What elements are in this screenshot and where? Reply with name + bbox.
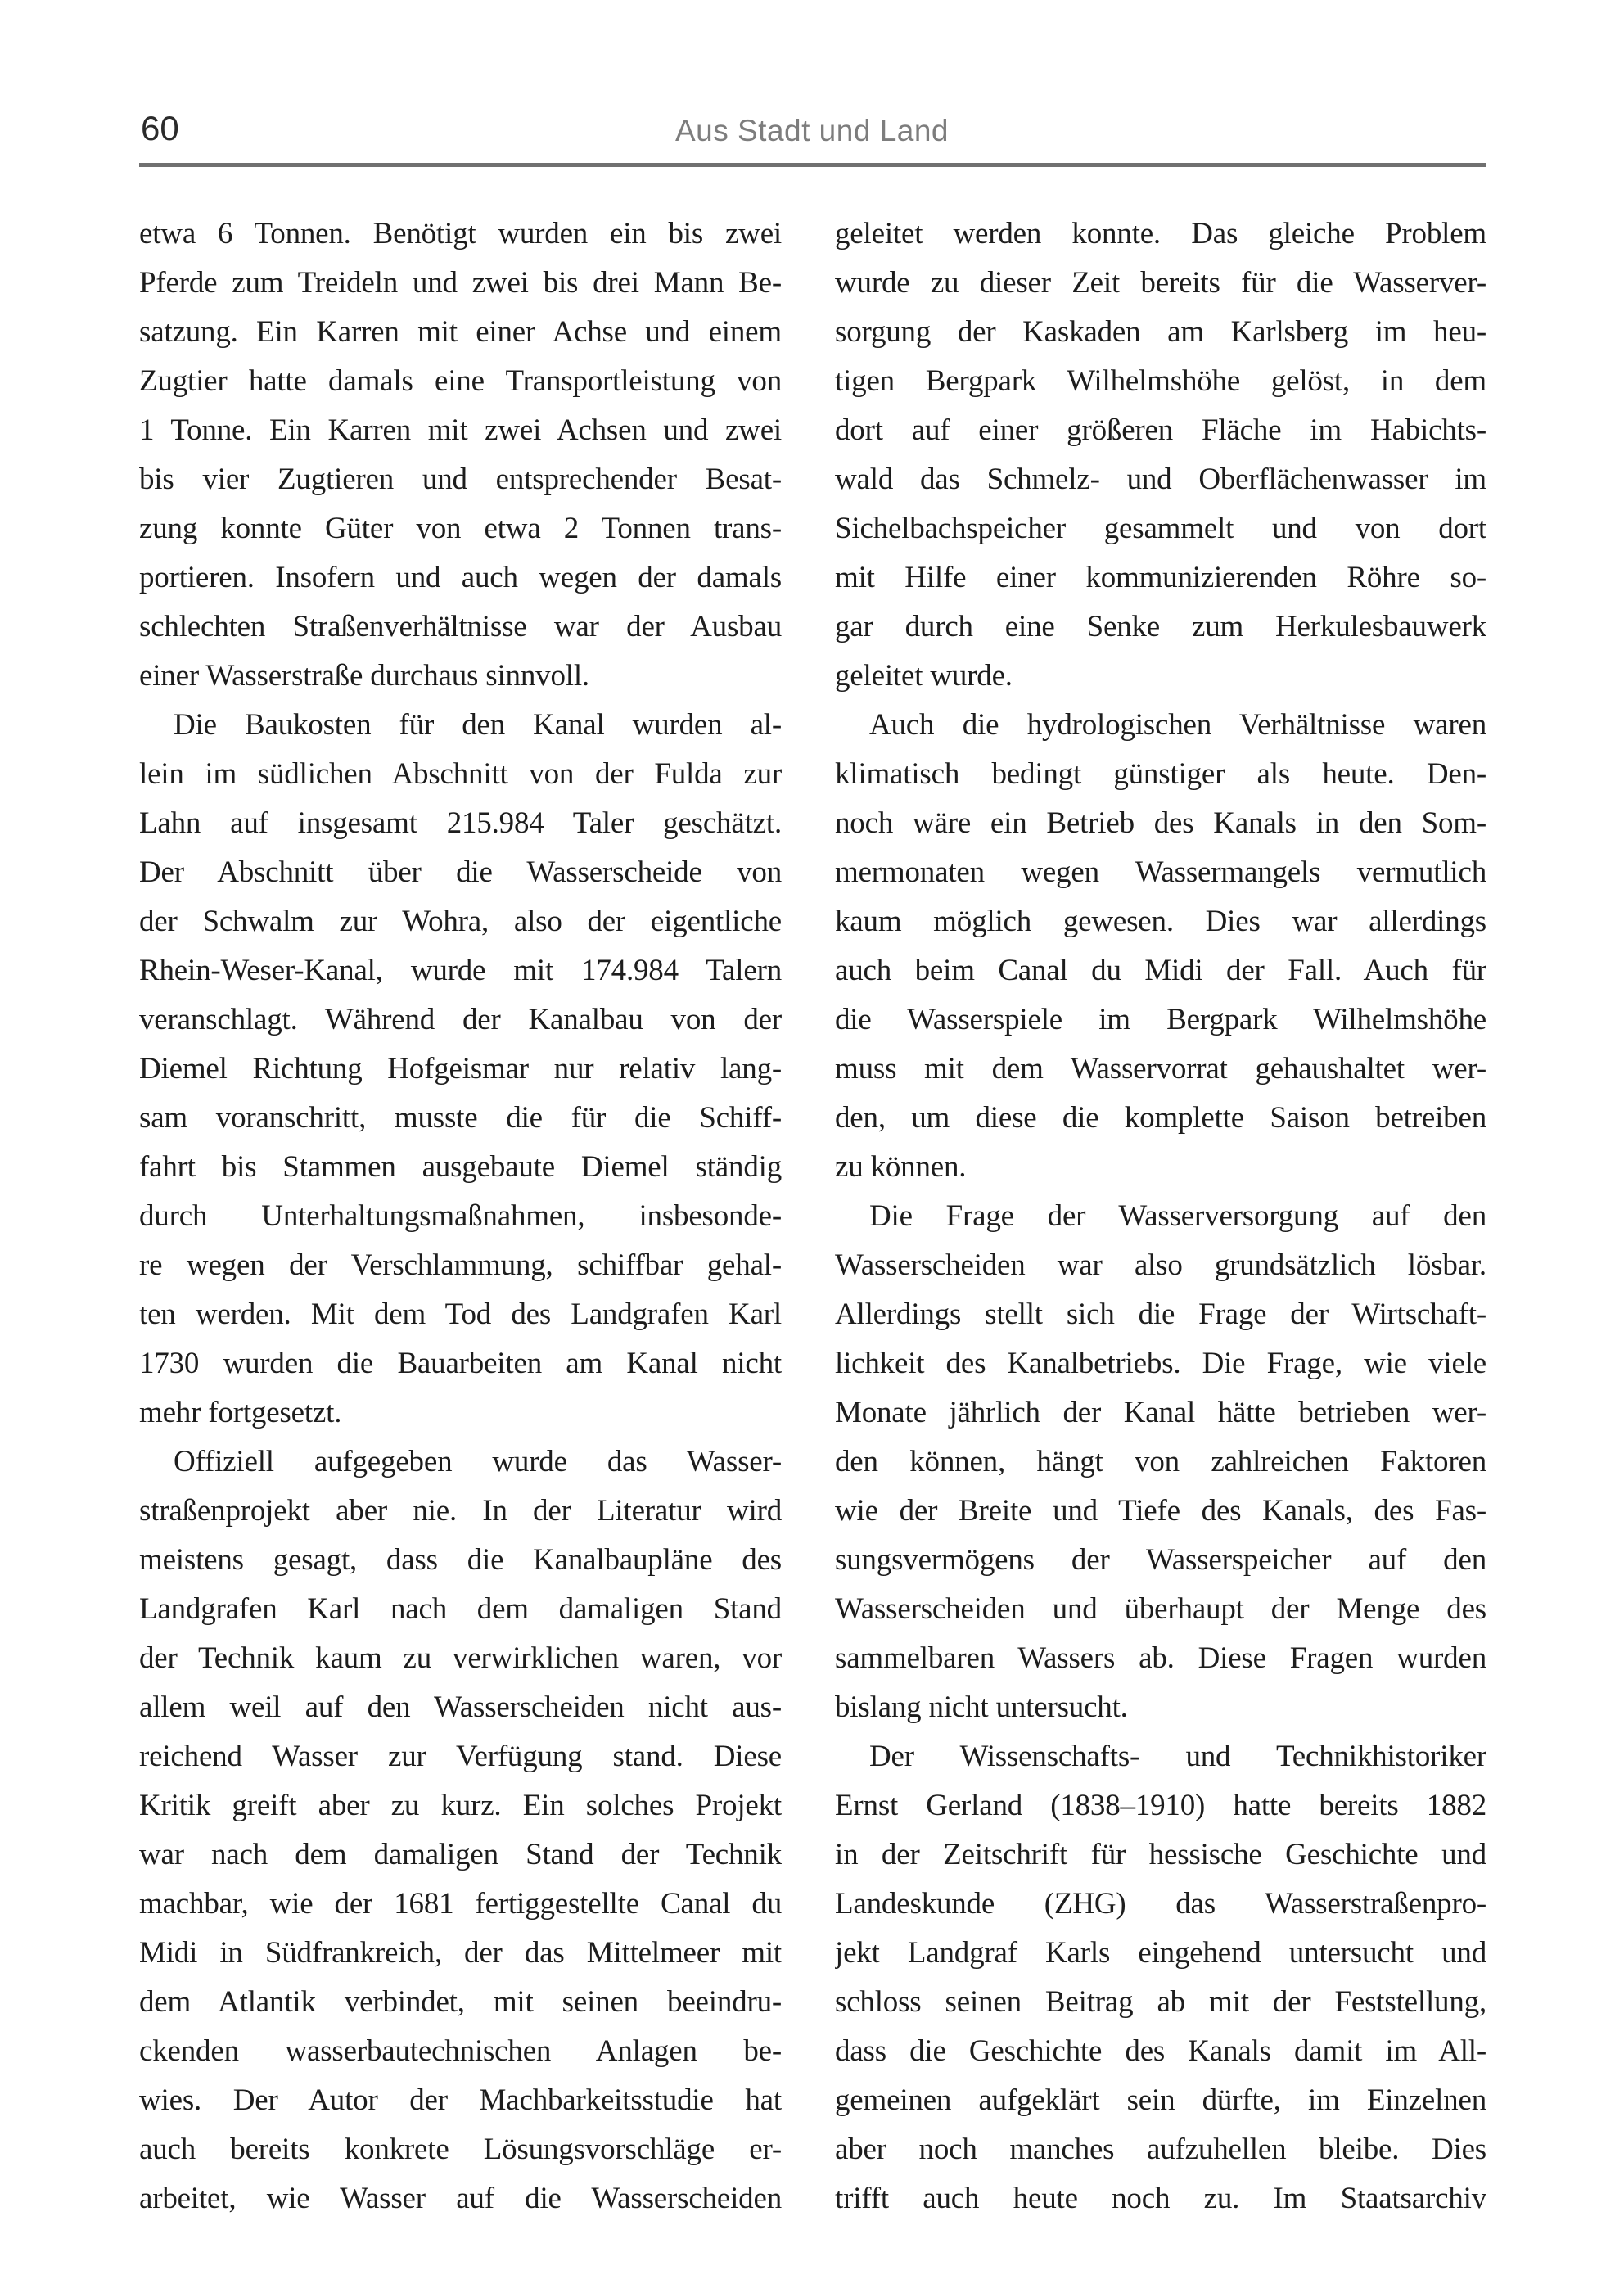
text-line: mermonaten wegen Wassermangels vermutlich [835, 855, 1486, 889]
text-line: meistens gesagt, dass die Kanalbaupläne des [139, 1543, 782, 1577]
header-rule [139, 163, 1486, 167]
text-line: einer Wasserstraße durchaus sinnvoll. [139, 659, 589, 693]
text-line: in der Zeitschrift für hessische Geschichte und [835, 1838, 1486, 1871]
text-line: Die Frage der Wasserversorgung auf den [869, 1199, 1486, 1233]
text-line: Monate jährlich der Kanal hätte betrieben wer- [835, 1396, 1486, 1429]
text-line: lichkeit des Kanalbetriebs. Die Frage, wie viele [835, 1347, 1486, 1380]
text-line: sungsvermögens der Wasserspeicher auf den [835, 1543, 1486, 1577]
text-line: fahrt bis Stammen ausgebaute Diemel ständig [139, 1150, 782, 1184]
running-title: Aus Stadt und Land [674, 114, 950, 147]
text-line: gemeinen aufgeklärt sein dürfte, im Einzelnen [835, 2083, 1486, 2117]
text-line: Zugtier hatte damals eine Transportleistung von [139, 364, 782, 398]
text-line: wies. Der Autor der Machbarkeitsstudie hat [139, 2083, 782, 2117]
paragraph [835, 1192, 1486, 1732]
text-line: ckenden wasserbautechnischen Anlagen be- [139, 2034, 782, 2068]
text-line: auch bereits konkrete Lösungsvorschläge er- [139, 2133, 782, 2166]
text-line: war nach dem damaligen Stand der Technik [139, 1838, 782, 1871]
text-line: dort auf einer größeren Fläche im Habichts- [835, 413, 1486, 447]
text-line: straßenprojekt aber nie. In der Literatur wird [139, 1494, 782, 1528]
text-columns [139, 210, 1486, 2223]
text-line: Lahn auf insgesamt 215.984 Taler geschätzt. [139, 806, 782, 840]
text-line: Die Baukosten für den Kanal wurden al- [174, 708, 782, 742]
text-line: Offiziell aufgegeben wurde das Wasser- [174, 1445, 782, 1478]
paragraph [139, 701, 782, 1438]
text-line: Rhein-Weser-Kanal, wurde mit 174.984 Talern [139, 954, 782, 987]
text-line: Ernst Gerland (1838–1910) hatte bereits 1882 [835, 1789, 1486, 1822]
text-line: re wegen der Verschlammung, schiffbar gehal- [139, 1248, 782, 1282]
text-line: portieren. Insofern und auch wegen der damals [139, 561, 782, 594]
text-line: schlechten Straßenverhältnisse war der Ausbau [139, 610, 782, 643]
text-line: geleitet werden konnte. Das gleiche Problem [835, 217, 1486, 251]
text-line: der Technik kaum zu verwirklichen waren, vor [139, 1641, 782, 1675]
page-number: 60 [141, 109, 179, 147]
text-line: Diemel Richtung Hofgeismar nur relativ lang- [139, 1052, 782, 1086]
text-line: sammelbaren Wassers ab. Diese Fragen wurden [835, 1641, 1486, 1675]
text-line: wie der Breite und Tiefe des Kanals, des Fas- [835, 1494, 1486, 1528]
text-line: bislang nicht untersucht. [835, 1690, 1128, 1724]
text-line: klimatisch bedingt günstiger als heute. Den- [835, 757, 1486, 791]
text-line: Pferde zum Treideln und zwei bis drei Mann Be- [139, 266, 782, 300]
text-line: dass die Geschichte des Kanals damit im All- [835, 2034, 1486, 2068]
text-line: satzung. Ein Karren mit einer Achse und einem [139, 315, 782, 349]
text-line: tigen Bergpark Wilhelmshöhe gelöst, in dem [835, 364, 1486, 398]
text-line: ten werden. Mit dem Tod des Landgrafen Karl [139, 1298, 782, 1331]
text-line: trifft auch heute noch zu. Im Staatsarchiv [835, 2182, 1486, 2215]
text-line: mit Hilfe einer kommunizierenden Röhre so- [835, 561, 1486, 594]
text-line: auch beim Canal du Midi der Fall. Auch für [835, 954, 1486, 987]
text-line: mehr fortgesetzt. [139, 1396, 342, 1429]
text-line: geleitet wurde. [835, 659, 1013, 693]
text-line: 1 Tonne. Ein Karren mit zwei Achsen und zwei [139, 413, 782, 447]
text-line: 1730 wurden die Bauarbeiten am Kanal nicht [139, 1347, 782, 1380]
right-column [835, 210, 1486, 2223]
text-line: bis vier Zugtieren und entsprechender Besat- [139, 463, 782, 496]
text-line: die Wasserspiele im Bergpark Wilhelmshöhe [835, 1003, 1486, 1036]
text-line: Landgrafen Karl nach dem damaligen Stand [139, 1592, 782, 1626]
text-line: lein im südlichen Abschnitt von der Fulda zur [139, 757, 782, 791]
text-line: Der Abschnitt über die Wasserscheide von [139, 855, 782, 889]
text-line: schloss seinen Beitrag ab mit der Feststellung, [835, 1985, 1486, 2019]
text-line: der Schwalm zur Wohra, also der eigentliche [139, 905, 782, 938]
text-line: gar durch eine Senke zum Herkulesbauwerk [835, 610, 1486, 643]
text-line: Sichelbachspeicher gesammelt und von dort [835, 512, 1486, 545]
text-line: Kritik greift aber zu kurz. Ein solches Projekt [139, 1789, 782, 1822]
paragraph [835, 701, 1486, 1192]
text-line: Der Wissenschafts- und Technikhistoriker [869, 1740, 1486, 1773]
text-line: noch wäre ein Betrieb des Kanals in den Som- [835, 806, 1486, 840]
text-line: zu können. [835, 1150, 967, 1184]
text-line: wurde zu dieser Zeit bereits für die Wasserver- [835, 266, 1486, 300]
text-line: veranschlagt. Während der Kanalbau von der [139, 1003, 782, 1036]
text-line: Landeskunde (ZHG) das Wasserstraßenpro- [835, 1887, 1486, 1921]
text-line: sam voranschritt, musste die für die Schiff- [139, 1101, 782, 1135]
text-line: den können, hängt von zahlreichen Faktoren [835, 1445, 1486, 1478]
text-line: aber noch manches aufzuhellen bleibe. Dies [835, 2133, 1486, 2166]
text-line: den, um diese die komplette Saison betreiben [835, 1101, 1486, 1135]
text-line: Auch die hydrologischen Verhältnisse waren [869, 708, 1486, 742]
text-line: allem weil auf den Wasserscheiden nicht aus- [139, 1690, 782, 1724]
text-line: machbar, wie der 1681 fertiggestellte Canal du [139, 1887, 782, 1921]
text-line: etwa 6 Tonnen. Benötigt wurden ein bis zwei [139, 217, 782, 251]
text-line: Wasserscheiden war also grundsätzlich lösbar. [835, 1248, 1486, 1282]
paragraph [139, 210, 782, 701]
paragraph [835, 210, 1486, 701]
text-line: Wasserscheiden und überhaupt der Menge des [835, 1592, 1486, 1626]
text-line: durch Unterhaltungsmaßnahmen, insbesonde- [139, 1199, 782, 1233]
text-line: sorgung der Kaskaden am Karlsberg im heu- [835, 315, 1486, 349]
text-line: dem Atlantik verbindet, mit seinen beeindru- [139, 1985, 782, 2019]
text-line: reichend Wasser zur Verfügung stand. Diese [139, 1740, 782, 1773]
left-column [139, 210, 782, 2223]
text-line: jekt Landgraf Karls eingehend untersucht und [835, 1936, 1486, 1970]
text-line: muss mit dem Wasservorrat gehaushaltet wer- [835, 1052, 1486, 1086]
text-line: Allerdings stellt sich die Frage der Wirtschaft- [835, 1298, 1486, 1331]
text-line: wald das Schmelz- und Oberflächenwasser im [835, 463, 1486, 496]
text-line: Midi in Südfrankreich, der das Mittelmeer mit [139, 1936, 782, 1970]
text-line: zung konnte Güter von etwa 2 Tonnen trans- [139, 512, 782, 545]
text-line: kaum möglich gewesen. Dies war allerdings [835, 905, 1486, 938]
paragraph [139, 1438, 782, 2223]
paragraph [835, 1732, 1486, 2223]
text-line: arbeitet, wie Wasser auf die Wasserscheiden [139, 2182, 782, 2215]
